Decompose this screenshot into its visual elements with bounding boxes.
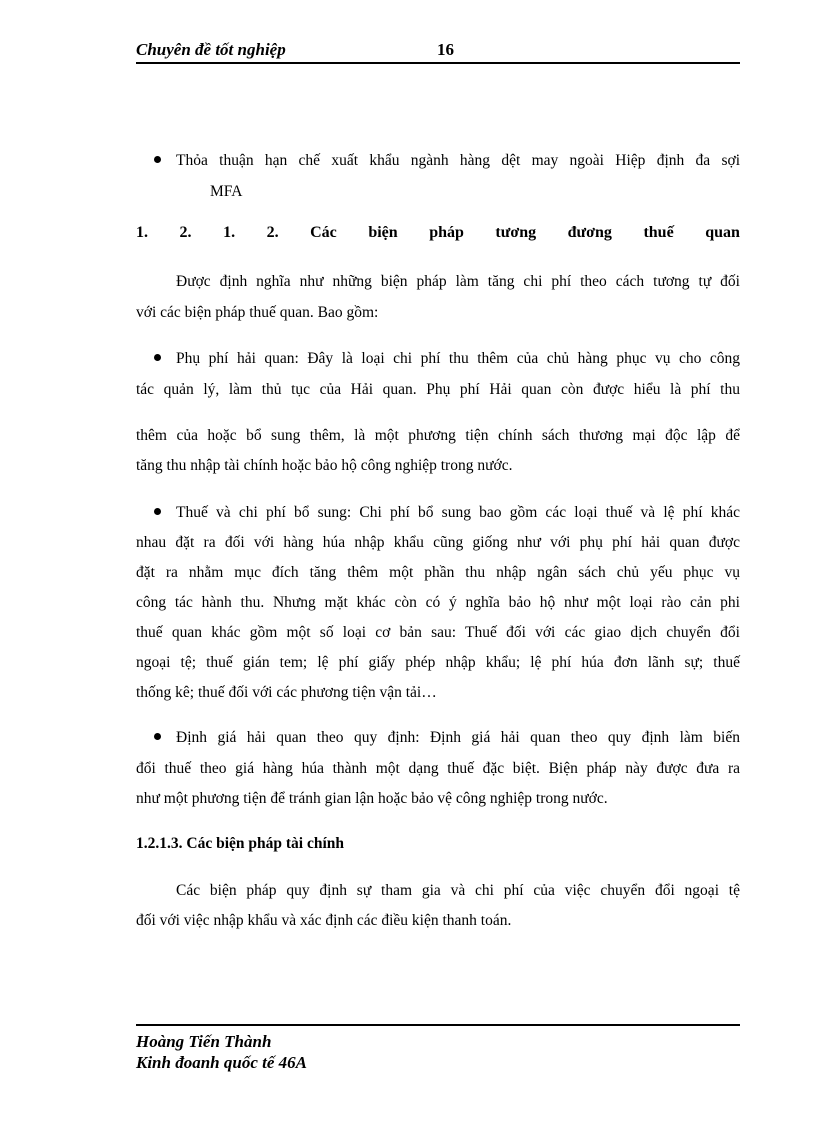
section-heading: [136, 224, 740, 242]
list-item-cont: tác quản lý, làm thủ tục của Hải quan. Phụ phí Hải quan còn được hiểu là phí thu: [136, 381, 740, 398]
list-item: Thuế và chi phí bổ sung: Chi phí bổ sung bao gồm các loại thuế và lệ phí khác: [176, 504, 740, 521]
heading-word: quan: [705, 224, 740, 241]
bullet-dot: [154, 156, 161, 163]
list-item: Định giá hải quan theo quy định: Định giá hải quan theo quy định làm biến: [176, 729, 740, 746]
heading-word: thuế: [643, 224, 674, 241]
header-title: Chuyên đề tốt nghiệp: [136, 40, 286, 59]
list-item-cont: đổi thuế theo giá hàng húa thành một dạng thuế đặc biệt. Biện pháp này được đưa ra: [136, 760, 740, 777]
heading-word: đương: [567, 224, 612, 241]
list-item-cont: ngoại tệ; thuế gián tem; lệ phí giấy phép nhập khẩu; lệ phí húa đơn lãnh sự; thuế: [136, 654, 740, 671]
page-header: [136, 40, 740, 64]
list-item-cont: như một phương tiện để tránh gian lận hoặc bảo vệ công nghiệp trong nước.: [136, 790, 608, 807]
list-item-cont: đặt ra nhằm mục đích tăng thêm một phần thu nhập ngân sách chủ yếu phục vụ: [136, 564, 740, 581]
heading-word: 1.: [136, 224, 148, 241]
list-item-cont: nhau đặt ra đối với hàng húa nhập khẩu cũng giống như với phụ phí hải quan được: [136, 534, 740, 551]
heading-word: biện: [368, 224, 398, 241]
paragraph-line: Các biện pháp quy định sự tham gia và chi phí của việc chuyển đổi ngoại tệ: [176, 882, 740, 899]
bullet-dot: [154, 354, 161, 361]
heading-word: 2.: [179, 224, 192, 241]
paragraph-line: đối với việc nhập khẩu và xác định các điều kiện thanh toán.: [136, 912, 512, 929]
list-item: Thỏa thuận hạn chế xuất khẩu ngành hàng dệt may ngoài Hiệp định đa sợi: [176, 152, 740, 169]
bullet-dot: [154, 508, 161, 515]
heading-word: tương: [495, 224, 537, 241]
page-footer: [136, 1024, 740, 1073]
class-name: Kinh đoanh quốc tế 46A: [136, 1053, 307, 1072]
bullet-dot: [154, 733, 161, 740]
paragraph-line: với các biện pháp thuế quan. Bao gồm:: [136, 304, 379, 321]
paragraph-line: Được định nghĩa như những biện pháp làm tăng chi phí theo cách tương tự đối: [176, 273, 740, 290]
list-item-cont: thêm của hoặc bổ sung thêm, là một phương tiện chính sách thương mại độc lập để: [136, 427, 740, 444]
author-name: Hoàng Tiến Thành: [136, 1032, 272, 1051]
list-item: Phụ phí hải quan: Đây là loại chi phí thu thêm của chủ hàng phục vụ cho công: [176, 350, 740, 367]
list-item-cont: thống kê; thuế đối với các phương tiện vận tải…: [136, 684, 437, 701]
list-item-cont: công tác hành thu. Nhưng mặt khác còn có ý nghĩa bảo hộ như một loại rào cản phi: [136, 594, 740, 611]
list-item-cont: thuế quan khác gồm một số loại cơ bản sau: Thuế đối với các giao dịch chuyển đổi: [136, 624, 740, 641]
list-item-cont: tăng thu nhập tài chính hoặc bảo hộ công nghiệp trong nước.: [136, 457, 513, 474]
heading-word: 1.: [223, 224, 236, 241]
heading-word: Các: [310, 224, 337, 241]
heading-word: pháp: [429, 224, 464, 241]
page-number: 16: [437, 40, 454, 59]
section-heading: 1.2.1.3. Các biện pháp tài chính: [136, 835, 345, 852]
list-item-cont: MFA: [210, 183, 243, 200]
heading-word: 2.: [266, 224, 279, 241]
